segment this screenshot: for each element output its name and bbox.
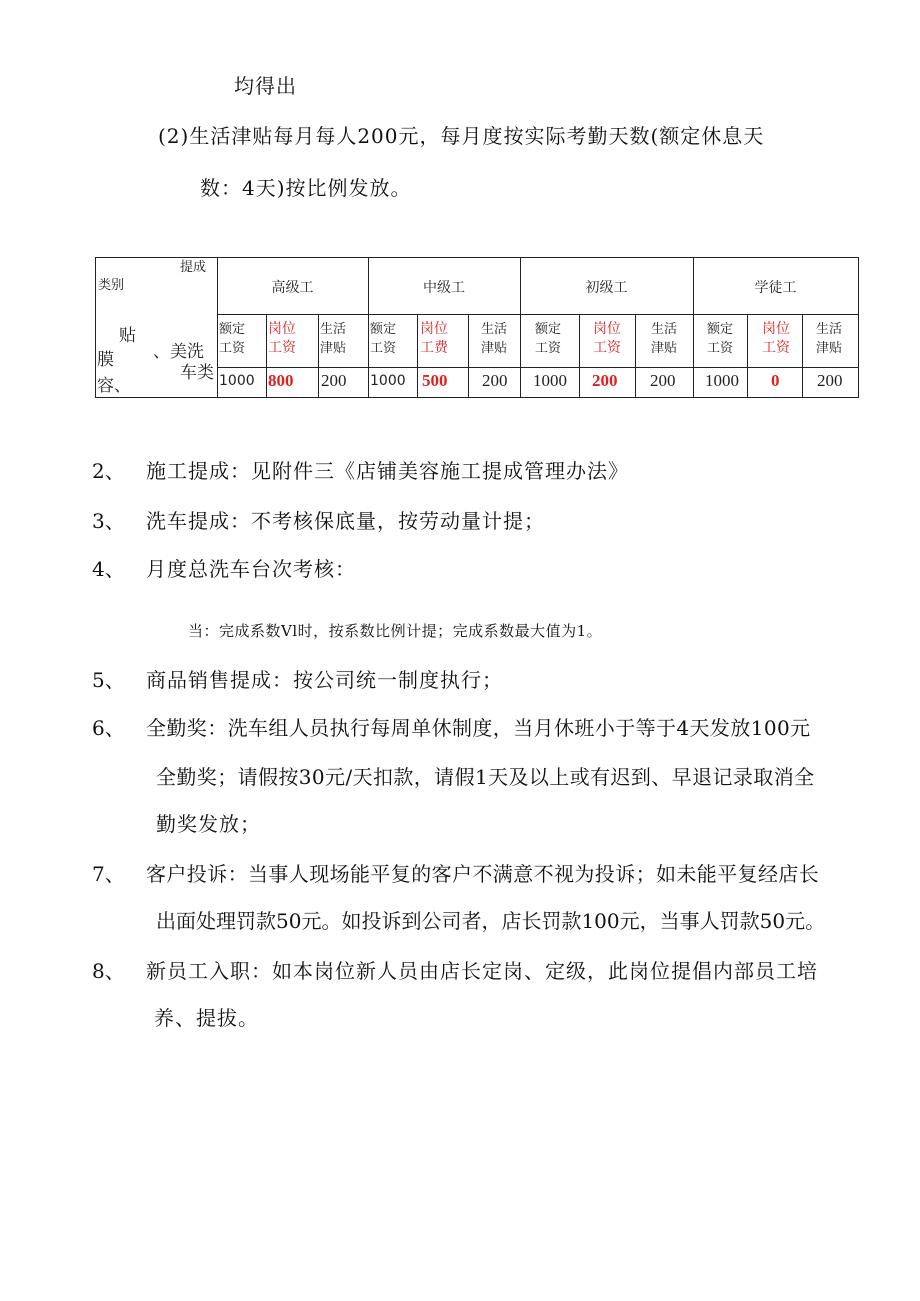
value-intermediate-base: 1000 [370, 373, 406, 389]
item-2-text: 施工提成：见附件三《店铺美容施工提成管理办法》 [146, 459, 629, 483]
sub-header-position-salary: 岗位 工资 [268, 321, 296, 356]
item-5-number: 5、 [92, 668, 125, 692]
sub-header-living-allowance: 生活 津贴 [651, 322, 678, 356]
sub-header-living-allowance: 生活 津贴 [320, 322, 347, 356]
level-header-apprentice: 学徒工 [754, 280, 797, 296]
value-apprentice-allowance: 200 [817, 371, 843, 390]
sub-header-living-allowance: 生活 津贴 [816, 322, 843, 356]
row-label-part-a: 贴 [119, 326, 136, 346]
item-7-text-line-2: 出面处理罚款50元。如投诉到公司者，店长罚款100元，当事人罚款50元。 [156, 909, 826, 933]
item-4-note: 当：完成系数Vl时，按系数比例计提；完成系数最大值为1。 [188, 622, 603, 640]
level-header-senior: 高级工 [271, 280, 314, 296]
sub-header-base-salary: 额定 工资 [535, 322, 562, 356]
item-6-number: 6、 [92, 716, 125, 740]
value-junior-base: 1000 [533, 371, 567, 390]
intro-line-1: 均得出 [234, 74, 297, 98]
intro-line-3: 数：4天)按比例发放。 [200, 176, 412, 200]
value-senior-position: 800 [268, 371, 294, 390]
item-6-text-line-2: 全勤奖；请假按30元/天扣款，请假1天及以上或有迟到、早退记录取消全 [156, 765, 815, 789]
level-header-junior: 初级工 [585, 280, 628, 296]
sub-header-living-allowance: 生活 津贴 [481, 322, 508, 356]
corner-header-category: 类别 [98, 278, 125, 293]
item-6-text-line-1: 全勤奖：洗车组人员执行每周单休制度，当月休班小于等于4天发放100元 [146, 716, 811, 740]
row-label-part-e: 车类 [180, 363, 214, 383]
row-label-part-c: 容、 [97, 376, 131, 396]
value-senior-base: 1000 [219, 373, 255, 389]
value-junior-allowance: 200 [650, 371, 676, 390]
item-3-text: 洗车提成：不考核保底量，按劳动量计提； [146, 509, 545, 533]
value-intermediate-position: 500 [422, 371, 448, 390]
value-junior-position: 200 [592, 371, 618, 390]
row-label-part-b: 膜 [97, 350, 114, 370]
item-8-number: 8、 [92, 959, 125, 983]
item-5-text: 商品销售提成：按公司统一制度执行； [146, 668, 503, 692]
item-6-text-line-3: 勤奖发放； [156, 812, 261, 836]
item-8-text-line-1: 新员工入职：如本岗位新人员由店长定岗、定级，此岗位提倡内部员工培 [146, 959, 818, 983]
item-4-text: 月度总洗车台次考核： [146, 557, 356, 581]
sub-header-base-salary: 额定 工资 [370, 322, 397, 356]
value-apprentice-position: 0 [771, 371, 780, 390]
value-intermediate-allowance: 200 [482, 371, 508, 390]
corner-header-commission: 提成 [180, 260, 207, 275]
value-apprentice-base: 1000 [705, 371, 739, 390]
item-2-number: 2、 [92, 459, 125, 483]
sub-header-position-fee: 岗位 工费 [420, 321, 448, 356]
sub-header-base-salary: 额定 工资 [707, 322, 734, 356]
sub-header-base-salary: 额定 工资 [219, 322, 246, 356]
salary-table [95, 257, 859, 398]
item-7-text-line-1: 客户投诉：当事人现场能平复的客户不满意不视为投诉；如未能平复经店长 [146, 862, 820, 886]
item-4-number: 4、 [92, 557, 125, 581]
item-7-number: 7、 [92, 862, 125, 886]
level-header-intermediate: 中级工 [423, 280, 465, 296]
intro-line-2: (2)生活津贴每月每人200元，每月度按实际考勤天数(额定休息天 [158, 124, 765, 148]
item-3-number: 3、 [92, 509, 125, 533]
item-8-text-line-2: 养、提拔。 [154, 1006, 259, 1030]
value-senior-allowance: 200 [321, 371, 347, 390]
row-label-part-d: 、美洗 [153, 342, 204, 362]
sub-header-position-salary: 岗位 工资 [762, 321, 790, 356]
sub-header-position-salary: 岗位 工资 [593, 321, 621, 356]
